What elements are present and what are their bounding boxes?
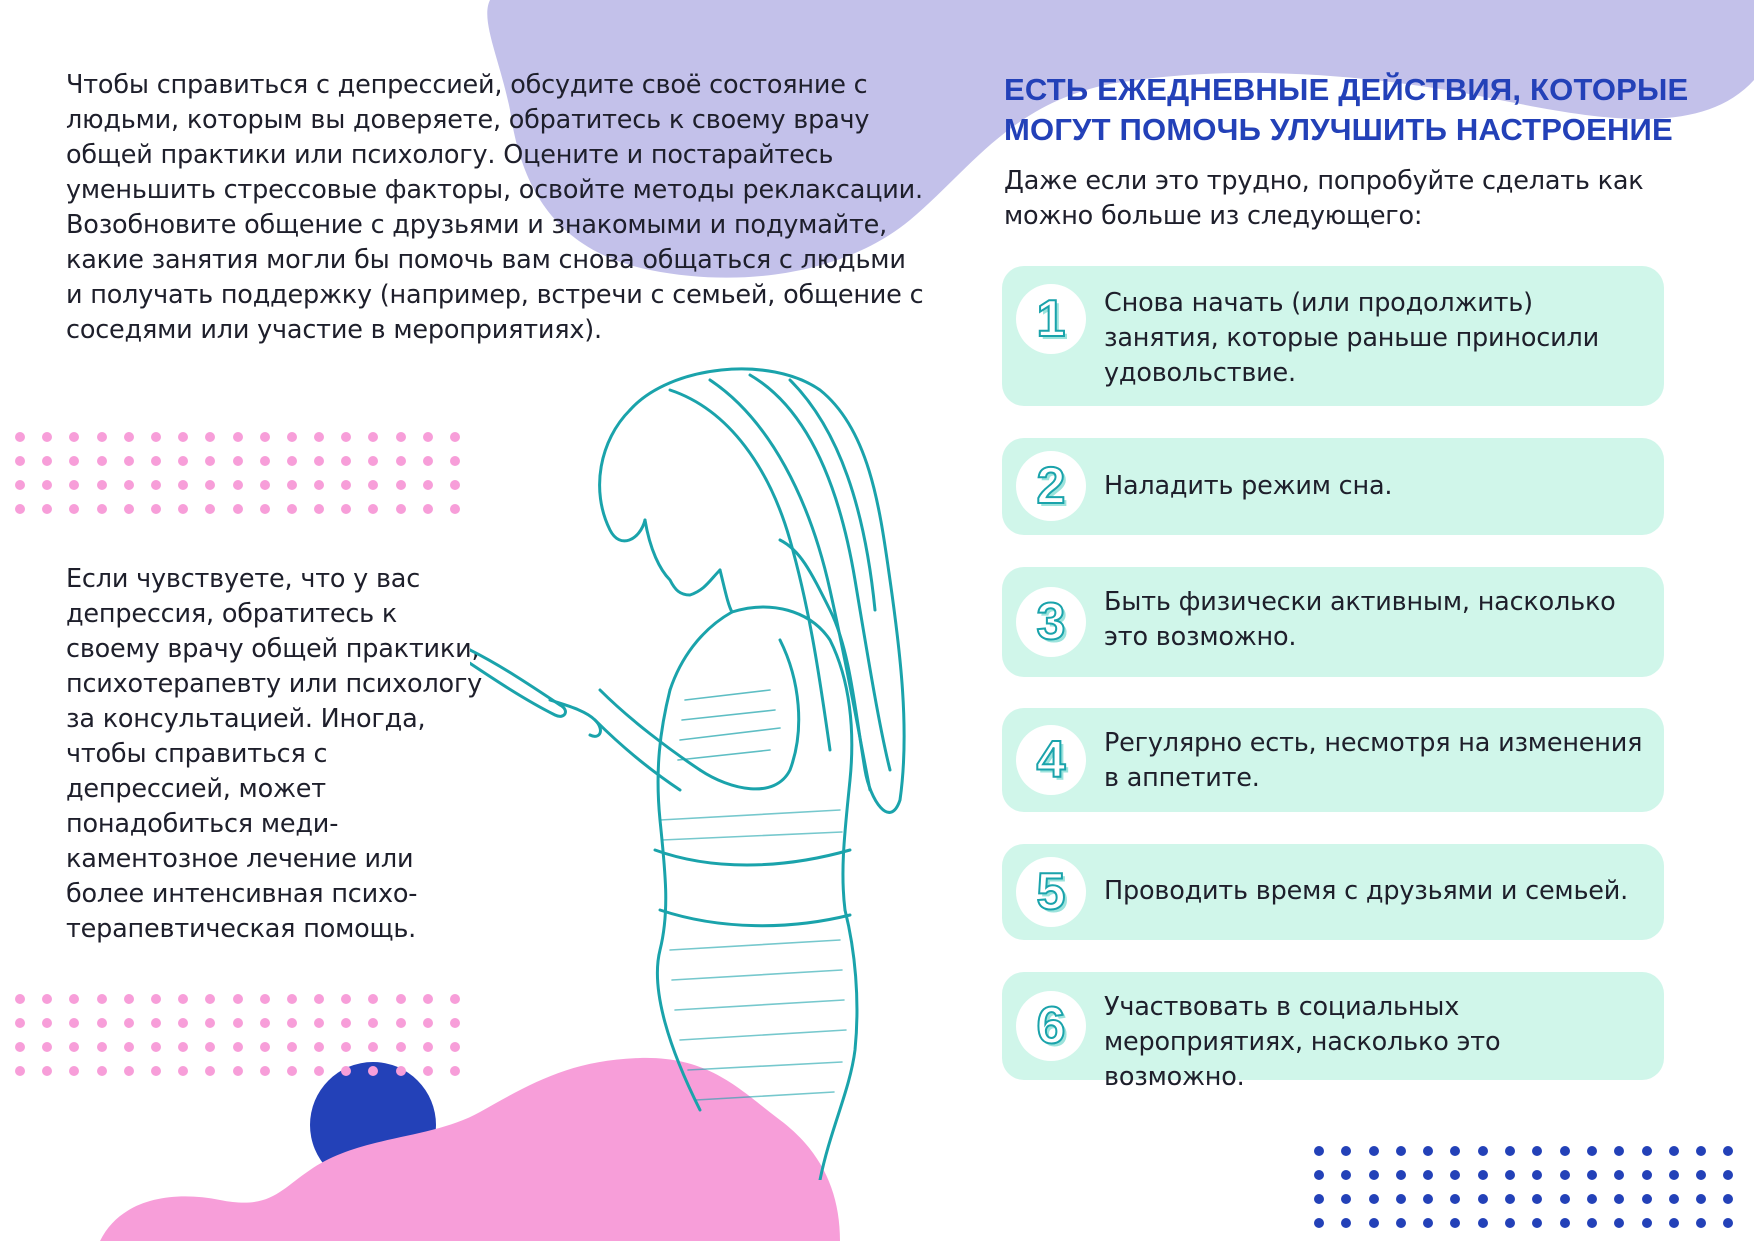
decorative-dot bbox=[178, 1042, 188, 1052]
decorative-dot bbox=[1478, 1170, 1488, 1180]
decorative-dot bbox=[1587, 1170, 1597, 1180]
decorative-dot bbox=[1314, 1218, 1324, 1228]
decorative-dot bbox=[396, 1066, 406, 1076]
decorative-dot bbox=[341, 1042, 351, 1052]
decorative-dot bbox=[396, 1042, 406, 1052]
tip-card-3 bbox=[1002, 567, 1664, 677]
decorative-dot bbox=[1560, 1146, 1570, 1156]
decorative-dot bbox=[42, 456, 52, 466]
decorative-dot bbox=[97, 480, 107, 490]
decorative-dot bbox=[97, 504, 107, 514]
tip-number-badge bbox=[1016, 587, 1086, 657]
tip-number: 3 bbox=[1036, 593, 1066, 651]
decorative-dot bbox=[15, 432, 25, 442]
decorative-dot bbox=[341, 1066, 351, 1076]
decorative-dot bbox=[1642, 1218, 1652, 1228]
decorative-dot bbox=[341, 994, 351, 1004]
decorative-dot bbox=[151, 1066, 161, 1076]
tip-number: 4 bbox=[1036, 731, 1066, 789]
decorative-dot bbox=[69, 1042, 79, 1052]
decorative-dot bbox=[97, 456, 107, 466]
decorative-dot bbox=[69, 1066, 79, 1076]
decorative-dot bbox=[1341, 1218, 1351, 1228]
decorative-dot bbox=[15, 1066, 25, 1076]
decorative-dot bbox=[151, 994, 161, 1004]
decorative-dot bbox=[450, 1042, 460, 1052]
decorative-dot bbox=[1614, 1146, 1624, 1156]
decorative-dot bbox=[260, 1018, 270, 1028]
woman-with-phone-illustration bbox=[470, 350, 980, 1180]
decorative-dot bbox=[368, 994, 378, 1004]
decorative-dot bbox=[1369, 1170, 1379, 1180]
decorative-dot bbox=[450, 456, 460, 466]
decorative-dot bbox=[450, 504, 460, 514]
decorative-dot bbox=[450, 480, 460, 490]
tip-number: 1 bbox=[1036, 290, 1066, 348]
decorative-dot bbox=[423, 1042, 433, 1052]
blue-dot-grid bbox=[1314, 1146, 1751, 1242]
decorative-dot bbox=[423, 432, 433, 442]
decorative-dot bbox=[178, 432, 188, 442]
decorative-dot bbox=[1642, 1170, 1652, 1180]
decorative-dot bbox=[1532, 1194, 1542, 1204]
decorative-dot bbox=[15, 480, 25, 490]
decorative-dot bbox=[205, 456, 215, 466]
decorative-dot bbox=[287, 504, 297, 514]
decorative-dot bbox=[396, 504, 406, 514]
decorative-dot bbox=[1696, 1146, 1706, 1156]
decorative-dot bbox=[287, 1042, 297, 1052]
tips-heading: ЕСТЬ ЕЖЕДНЕВНЫЕ ДЕЙСТВИЯ, КОТОРЫЕ МОГУТ ПОМОЧЬ УЛУЧШИТЬ НАСТРОЕНИЕ bbox=[1004, 72, 1689, 147]
decorative-dot bbox=[1587, 1218, 1597, 1228]
decorative-dot bbox=[423, 456, 433, 466]
decorative-dot bbox=[423, 1018, 433, 1028]
decorative-dot bbox=[178, 456, 188, 466]
tip-text: Быть физически активным, насколько это возможно. bbox=[1104, 587, 1616, 652]
decorative-dot bbox=[1478, 1218, 1488, 1228]
decorative-dot bbox=[97, 1018, 107, 1028]
decorative-dot bbox=[178, 480, 188, 490]
decorative-dot bbox=[124, 432, 134, 442]
decorative-dot bbox=[1369, 1194, 1379, 1204]
decorative-dot bbox=[178, 1066, 188, 1076]
decorative-dot bbox=[1450, 1170, 1460, 1180]
decorative-dot bbox=[1478, 1194, 1488, 1204]
decorative-dot bbox=[1478, 1146, 1488, 1156]
decorative-dot bbox=[396, 432, 406, 442]
decorative-dot bbox=[450, 994, 460, 1004]
decorative-dot bbox=[396, 1018, 406, 1028]
decorative-dot bbox=[368, 1018, 378, 1028]
decorative-dot bbox=[205, 432, 215, 442]
decorative-dot bbox=[97, 1066, 107, 1076]
decorative-dot bbox=[69, 1018, 79, 1028]
decorative-dot bbox=[69, 432, 79, 442]
decorative-dot bbox=[1314, 1194, 1324, 1204]
tip-card-2 bbox=[1002, 438, 1664, 535]
tip-number-badge bbox=[1016, 991, 1086, 1061]
decorative-dot bbox=[1642, 1146, 1652, 1156]
decorative-dot bbox=[450, 1066, 460, 1076]
decorative-dot bbox=[124, 456, 134, 466]
decorative-dot bbox=[42, 480, 52, 490]
decorative-dot bbox=[1614, 1194, 1624, 1204]
decorative-dot bbox=[260, 1042, 270, 1052]
decorative-dot bbox=[124, 504, 134, 514]
decorative-dot bbox=[205, 504, 215, 514]
decorative-dot bbox=[42, 1018, 52, 1028]
tip-text: Регулярно есть, несмотря на изменения в аппетите. bbox=[1104, 728, 1643, 793]
decorative-dot bbox=[124, 1018, 134, 1028]
decorative-dot bbox=[1505, 1146, 1515, 1156]
decorative-dot bbox=[287, 1066, 297, 1076]
tip-card-4 bbox=[1002, 708, 1664, 812]
decorative-dot bbox=[1314, 1146, 1324, 1156]
decorative-dot bbox=[233, 432, 243, 442]
decorative-dot bbox=[314, 1042, 324, 1052]
decorative-dot bbox=[124, 480, 134, 490]
decorative-dot bbox=[341, 456, 351, 466]
decorative-dot bbox=[314, 1066, 324, 1076]
decorative-dot bbox=[396, 994, 406, 1004]
decorative-dot bbox=[341, 1018, 351, 1028]
decorative-dot bbox=[15, 994, 25, 1004]
decorative-dot bbox=[423, 480, 433, 490]
decorative-dot bbox=[1505, 1218, 1515, 1228]
decorative-dot bbox=[69, 504, 79, 514]
decorative-dot bbox=[151, 480, 161, 490]
decorative-dot bbox=[124, 994, 134, 1004]
decorative-dot bbox=[1396, 1194, 1406, 1204]
decorative-dot bbox=[450, 1018, 460, 1028]
tip-number: 6 bbox=[1036, 997, 1066, 1055]
decorative-dot bbox=[42, 1042, 52, 1052]
decorative-dot bbox=[423, 1066, 433, 1076]
decorative-dot bbox=[368, 1042, 378, 1052]
decorative-dot bbox=[314, 504, 324, 514]
decorative-dot bbox=[341, 432, 351, 442]
pink-dot-grid-top bbox=[15, 432, 477, 528]
decorative-dot bbox=[1614, 1170, 1624, 1180]
decorative-dot bbox=[450, 432, 460, 442]
decorative-dot bbox=[1369, 1146, 1379, 1156]
decorative-dot bbox=[178, 1018, 188, 1028]
decorative-dot bbox=[1450, 1218, 1460, 1228]
decorative-dot bbox=[1396, 1218, 1406, 1228]
decorative-dot bbox=[1642, 1194, 1652, 1204]
decorative-dot bbox=[69, 480, 79, 490]
decorative-dot bbox=[1369, 1218, 1379, 1228]
decorative-dot bbox=[260, 480, 270, 490]
decorative-dot bbox=[42, 432, 52, 442]
decorative-dot bbox=[1450, 1194, 1460, 1204]
decorative-dot bbox=[1396, 1170, 1406, 1180]
decorative-dot bbox=[15, 504, 25, 514]
decorative-dot bbox=[260, 1066, 270, 1076]
decorative-dot bbox=[368, 456, 378, 466]
decorative-dot bbox=[314, 432, 324, 442]
decorative-dot bbox=[1423, 1146, 1433, 1156]
decorative-dot bbox=[287, 1018, 297, 1028]
decorative-dot bbox=[260, 432, 270, 442]
decorative-dot bbox=[1341, 1146, 1351, 1156]
decorative-dot bbox=[1396, 1146, 1406, 1156]
tip-card-1 bbox=[1002, 266, 1664, 406]
tip-number-badge bbox=[1016, 284, 1086, 354]
intro-paragraph: Чтобы справиться с депрессией, обсудите своё состояние с людьми, которым вы доверяете, обратитесь к своему врачу общей практики или психологу. Оцените и постарайтесь уменьшить стрессовые факторы, освойте методы реклаксации. Возобновите общение с друзьями и знакомыми и подумайте, какие занятия могли бы помочь вам снова общаться с людьми и получать поддержку (например, встречи с семьей, общение с соседями или участие в мероприятиях). bbox=[66, 70, 924, 345]
decorative-dot bbox=[1532, 1146, 1542, 1156]
decorative-dot bbox=[287, 480, 297, 490]
decorative-dot bbox=[287, 432, 297, 442]
tip-number: 2 bbox=[1036, 457, 1066, 515]
decorative-dot bbox=[151, 432, 161, 442]
decorative-dot bbox=[1505, 1170, 1515, 1180]
decorative-dot bbox=[233, 456, 243, 466]
tip-number-badge bbox=[1016, 857, 1086, 927]
decorative-dot bbox=[178, 504, 188, 514]
decorative-dot bbox=[1696, 1170, 1706, 1180]
decorative-dot bbox=[287, 456, 297, 466]
decorative-dot bbox=[233, 1066, 243, 1076]
decorative-dot bbox=[42, 994, 52, 1004]
decorative-dot bbox=[314, 456, 324, 466]
decorative-dot bbox=[97, 994, 107, 1004]
decorative-dot bbox=[42, 1066, 52, 1076]
decorative-dot bbox=[205, 1066, 215, 1076]
decorative-dot bbox=[233, 504, 243, 514]
decorative-dot bbox=[368, 432, 378, 442]
decorative-dot bbox=[151, 1018, 161, 1028]
decorative-dot bbox=[396, 480, 406, 490]
decorative-dot bbox=[1532, 1170, 1542, 1180]
decorative-dot bbox=[1423, 1218, 1433, 1228]
decorative-dot bbox=[287, 994, 297, 1004]
decorative-dot bbox=[1723, 1194, 1733, 1204]
decorative-dot bbox=[314, 994, 324, 1004]
decorative-dot bbox=[1314, 1170, 1324, 1180]
decorative-dot bbox=[178, 994, 188, 1004]
decorative-dot bbox=[1505, 1194, 1515, 1204]
decorative-dot bbox=[1669, 1194, 1679, 1204]
decorative-dot bbox=[124, 1042, 134, 1052]
decorative-dot bbox=[205, 1018, 215, 1028]
decorative-dot bbox=[233, 480, 243, 490]
decorative-dot bbox=[260, 994, 270, 1004]
decorative-dot bbox=[69, 456, 79, 466]
tip-card-6 bbox=[1002, 972, 1664, 1092]
decorative-dot bbox=[15, 1018, 25, 1028]
tip-text: Проводить время с друзьями и семьей. bbox=[1104, 876, 1629, 906]
decorative-dot bbox=[233, 1042, 243, 1052]
decorative-dot bbox=[1423, 1170, 1433, 1180]
decorative-dot bbox=[1696, 1218, 1706, 1228]
decorative-dot bbox=[1614, 1218, 1624, 1228]
decorative-dot bbox=[368, 504, 378, 514]
decorative-dot bbox=[151, 1042, 161, 1052]
decorative-dot bbox=[1723, 1218, 1733, 1228]
tip-card-5 bbox=[1002, 844, 1664, 940]
tip-number: 5 bbox=[1036, 863, 1066, 921]
decorative-dot bbox=[1669, 1218, 1679, 1228]
decorative-dot bbox=[314, 480, 324, 490]
decorative-dot bbox=[1560, 1194, 1570, 1204]
decorative-dot bbox=[1723, 1170, 1733, 1180]
tip-text: Снова начать (или продолжить) занятия, которые раньше приносили удовольствие. bbox=[1104, 288, 1599, 388]
decorative-dot bbox=[233, 994, 243, 1004]
decorative-dot bbox=[97, 432, 107, 442]
decorative-dot bbox=[1560, 1170, 1570, 1180]
decorative-dot bbox=[42, 504, 52, 514]
decorative-dot bbox=[1532, 1218, 1542, 1228]
decorative-dot bbox=[368, 480, 378, 490]
decorative-dot bbox=[15, 1042, 25, 1052]
tip-number-badge bbox=[1016, 451, 1086, 521]
decorative-dot bbox=[1669, 1146, 1679, 1156]
decorative-dot bbox=[423, 994, 433, 1004]
decorative-dot bbox=[205, 994, 215, 1004]
decorative-dot bbox=[341, 504, 351, 514]
decorative-dot bbox=[1696, 1194, 1706, 1204]
decorative-dot bbox=[1341, 1194, 1351, 1204]
decorative-dot bbox=[1341, 1170, 1351, 1180]
tips-subtext: Даже если это трудно, попробуйте сделать как можно больше из следующего: bbox=[1004, 166, 1644, 231]
decorative-dot bbox=[124, 1066, 134, 1076]
decorative-dot bbox=[1450, 1146, 1460, 1156]
decorative-dot bbox=[1587, 1146, 1597, 1156]
decorative-dot bbox=[205, 1042, 215, 1052]
decorative-dot bbox=[97, 1042, 107, 1052]
decorative-dot bbox=[151, 504, 161, 514]
decorative-dot bbox=[1723, 1146, 1733, 1156]
pink-dot-grid-bottom bbox=[15, 994, 477, 1090]
decorative-dot bbox=[260, 504, 270, 514]
decorative-dot bbox=[1669, 1170, 1679, 1180]
decorative-dot bbox=[423, 504, 433, 514]
decorative-dot bbox=[205, 480, 215, 490]
decorative-dot bbox=[396, 456, 406, 466]
tip-text: Участвовать в социальных мероприятиях, насколько это возможно. bbox=[1104, 992, 1501, 1092]
decorative-dot bbox=[1560, 1218, 1570, 1228]
decorative-dot bbox=[69, 994, 79, 1004]
decorative-dot bbox=[151, 456, 161, 466]
decorative-dot bbox=[1423, 1194, 1433, 1204]
decorative-dot bbox=[341, 480, 351, 490]
decorative-dot bbox=[314, 1018, 324, 1028]
decorative-dot bbox=[368, 1066, 378, 1076]
decorative-dot bbox=[1587, 1194, 1597, 1204]
tip-number-badge bbox=[1016, 725, 1086, 795]
side-paragraph: Если чувствуете, что у вас депрессия, обратитесь к своему врачу общей практики, психотерапевту или психологу за консультацией. Иногда, чтобы справиться с депрессией, может понадобиться медикаментозное лечение или более интенсивная психотерапевтическая помощь. bbox=[66, 564, 483, 944]
tip-text: Наладить режим сна. bbox=[1104, 471, 1393, 501]
decorative-dot bbox=[15, 456, 25, 466]
decorative-dot bbox=[233, 1018, 243, 1028]
decorative-dot bbox=[260, 456, 270, 466]
